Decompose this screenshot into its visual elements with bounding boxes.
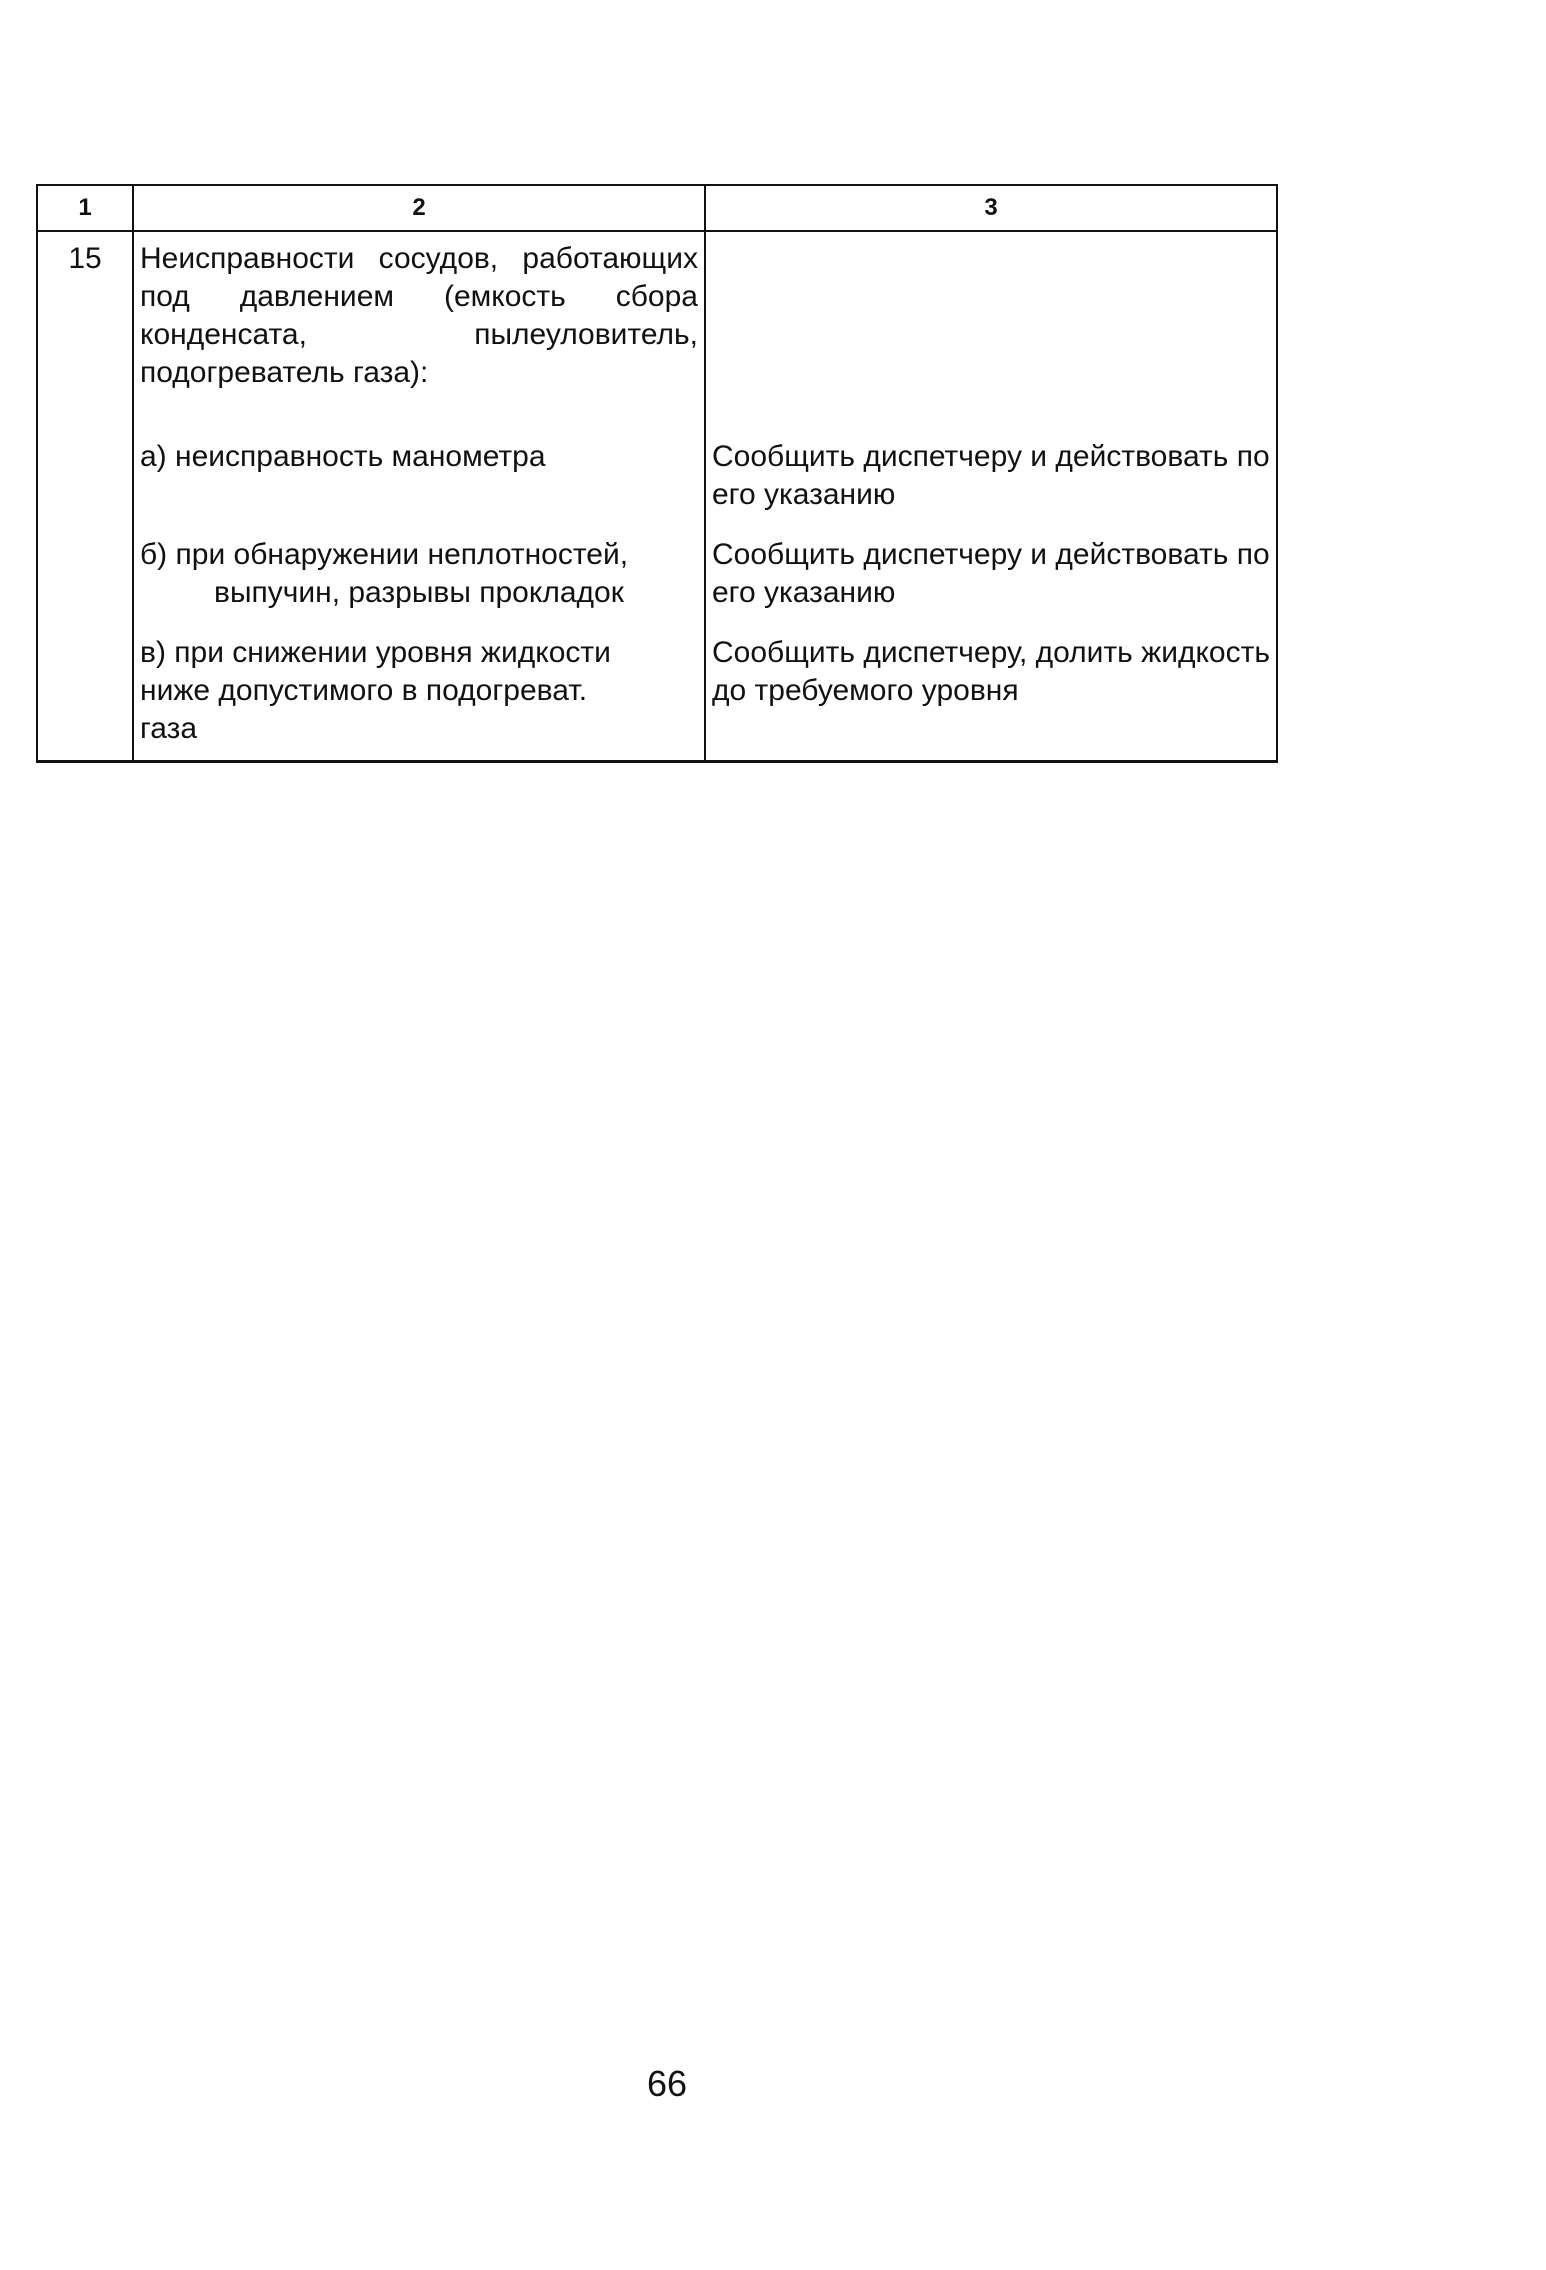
fault-action-c: Сообщить диспетчеру, долить жидкость до требуемого уровня xyxy=(705,624,1277,762)
condition-line: б) при обнаружении неплотностей, xyxy=(140,538,629,571)
fault-condition-a xyxy=(133,428,705,526)
instruction-table xyxy=(36,184,1278,763)
condition-line: а) неисправность манометра xyxy=(140,440,546,473)
table-header-row xyxy=(37,185,1277,231)
fault-condition-c xyxy=(133,624,705,762)
condition-line: ниже допустимого в подогреват. xyxy=(140,674,588,707)
fault-action-a: Сообщить диспетчеру и действовать по его указанию xyxy=(705,428,1277,526)
table-row xyxy=(37,231,1277,428)
page-number: 66 xyxy=(646,2063,688,2104)
fault-action-b: Сообщить диспетчеру и действовать по его указанию xyxy=(705,526,1277,624)
condition-line: в) при снижении уровня жидкости xyxy=(140,636,611,669)
column-header-3: 3 xyxy=(705,185,1277,231)
fault-group-title: Неисправности сосудов, работающих под давлением (емкость сбора конденсата, пылеуловитель, подогреватель газа): xyxy=(133,231,705,428)
table-row xyxy=(37,428,1277,526)
condition-line: газа xyxy=(140,712,198,745)
condition-line: выпучин, разрывы прокладок xyxy=(214,576,624,609)
empty-number-cell xyxy=(37,526,133,624)
table-row xyxy=(37,624,1277,762)
empty-action-cell xyxy=(705,231,1277,428)
table-row xyxy=(37,526,1277,624)
empty-number-cell xyxy=(37,428,133,526)
empty-number-cell xyxy=(37,624,133,762)
row-number: 15 xyxy=(37,231,133,428)
column-header-2: 2 xyxy=(133,185,705,231)
column-header-1: 1 xyxy=(37,185,133,231)
fault-condition-b xyxy=(133,526,705,624)
